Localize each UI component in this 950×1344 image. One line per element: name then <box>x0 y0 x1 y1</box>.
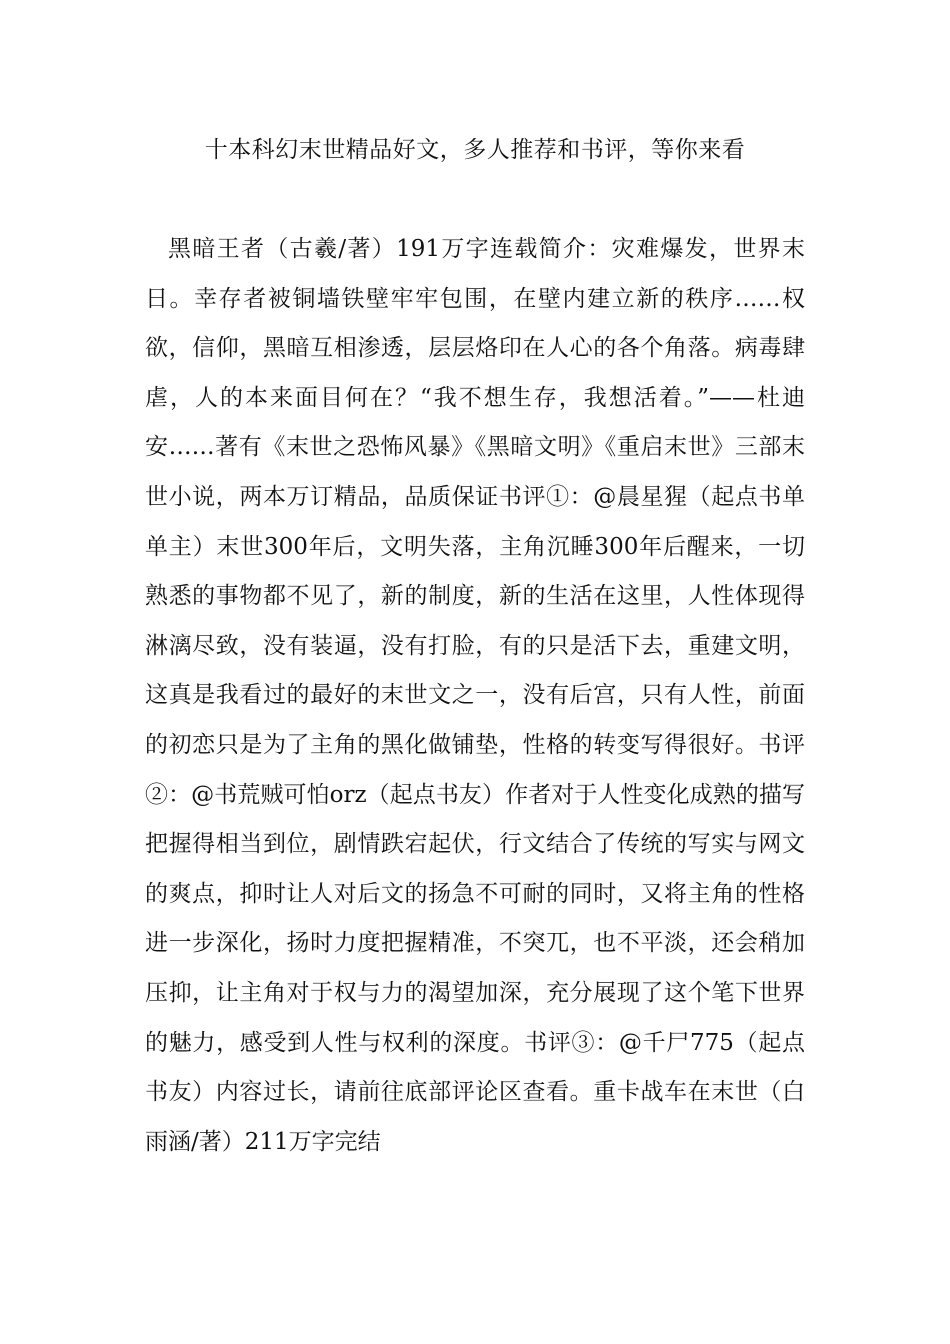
document-title: 十本科幻末世精品好文，多人推荐和书评，等你来看 <box>204 137 746 163</box>
document-paragraph: 黑暗王者（古羲/著）191万字连载简介：灾难爆发，世界末日。幸存者被铜墙铁壁牢牢包围，在壁内建立新的秩序……权欲，信仰，黑暗互相渗透，层层烙印在人心的各个角落。病毒肆虐，人的本来面目何在？“我不想生存，我想活着。”——杜迪安……著有《末世之恐怖风暴》《黑暗文明》《重启末世》三部末世小说，两本万订精品，品质保证书评①：@晨星猩（起点书单单主）末世300年后，文明失落，主角沉睡300年后醒来，一切熟悉的事物都不见了，新的制度，新的生活在这里，人性体现得淋漓尽致，没有装逼，没有打脸，有的只是活下去，重建文明，这真是我看过的最好的末世文之一，没有后宫，只有人性，前面的初恋只是为了主角的黑化做铺垫，性格的转变写得很好。书评②：@书荒贼可怕orz（起点书友）作者对于人性变化成熟的描写把握得相当到位，剧情跌宕起伏，行文结合了传统的写实与网文的爽点，抑时让人对后文的扬急不可耐的同时，又将主角的性格进一步深化，扬时力度把握精准，不突兀，也不平淡，还会稍加压抑，让主角对于权与力的渴望加深，充分展现了这个笔下世界的魅力，感受到人性与权利的深度。书评③：@千尸775（起点书友）内容过长，请前往底部评论区查看。重卡战车在末世（白雨涵/著）211万字完结 <box>145 236 805 1155</box>
